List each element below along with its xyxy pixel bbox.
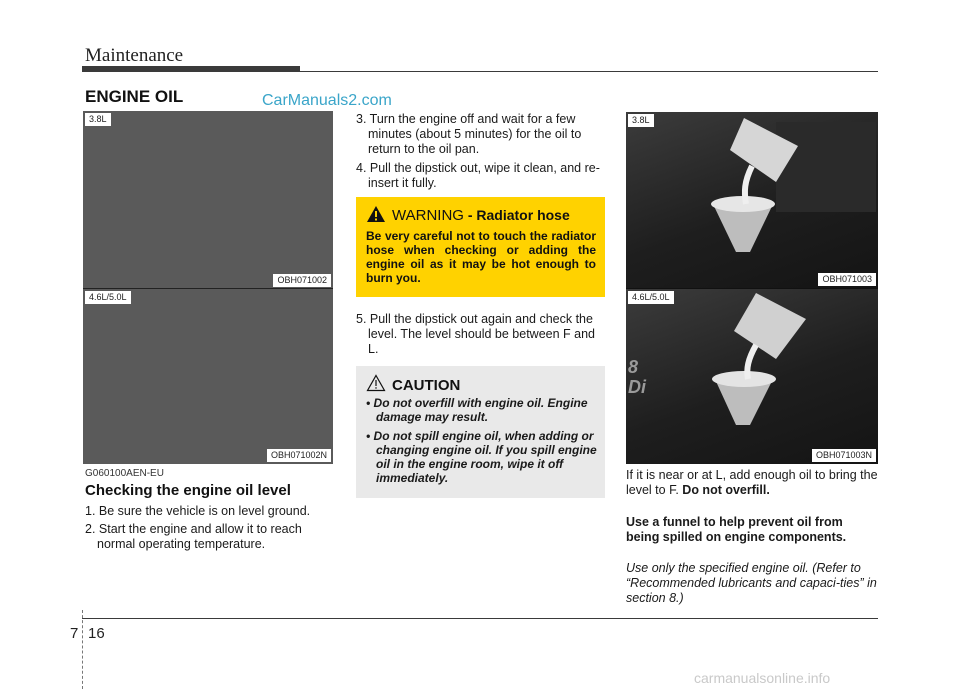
page-heading: ENGINE OIL bbox=[85, 87, 184, 106]
image-code: OBH071003 bbox=[818, 273, 876, 286]
image-code: OBH071002 bbox=[273, 274, 331, 287]
steps-left bbox=[85, 504, 335, 555]
engine-photo-3-8l bbox=[83, 111, 333, 289]
footer-watermark: carmanualsonline.info bbox=[694, 670, 831, 686]
header-bar bbox=[82, 66, 300, 72]
footer-rule bbox=[82, 618, 878, 619]
engine-variant-label: 4.6L/5.0L bbox=[85, 291, 131, 304]
caution-box bbox=[356, 366, 605, 498]
funnel-paragraph: Use a funnel to help prevent oil from being spilled on engine components. bbox=[626, 515, 847, 544]
step-item: 4. Pull the dipstick out, wipe it clean, and re-insert it fully. bbox=[356, 161, 600, 190]
engine-variant-label: 3.8L bbox=[628, 114, 654, 127]
image-code: OBH071002N bbox=[267, 449, 331, 462]
footer-divider bbox=[82, 610, 84, 689]
step-item: 2. Start the engine and allow it to reach normal operating temperature. bbox=[85, 522, 302, 551]
svg-text:8: 8 bbox=[628, 357, 639, 377]
warning-label: WARNING bbox=[392, 207, 464, 224]
engine-photo-4-6l bbox=[83, 288, 333, 464]
chapter-number: 7 bbox=[70, 625, 79, 642]
warning-body: Be very careful not to touch the radiator hose when checking or adding the engine oil as it may be hot enough to burn you. bbox=[366, 229, 596, 285]
step-item: 3. Turn the engine off and wait for a few minutes (about 5 minutes) for the oil to return to the oil pan. bbox=[356, 112, 582, 156]
page-number: 16 bbox=[88, 625, 105, 642]
steps-mid bbox=[356, 112, 606, 194]
warning-subject: - Radiator hose bbox=[467, 207, 570, 223]
funnel-illustration-icon bbox=[626, 289, 878, 464]
header-rule bbox=[300, 71, 878, 72]
no-overfill-text: Do not overfill. bbox=[682, 483, 770, 497]
caution-list bbox=[366, 396, 600, 490]
caution-item: • Do not overfill with engine oil. Engine damage may result. bbox=[366, 396, 588, 424]
warning-triangle-icon bbox=[366, 205, 386, 223]
funnel-photo-4-6l bbox=[626, 288, 878, 464]
subsection-title: Checking the engine oil level bbox=[85, 482, 291, 499]
caution-item: • Do not spill engine oil, when adding or changing engine oil. If you spill engine oil in the engine room, wipe it off immediately. bbox=[366, 429, 597, 485]
step-item: 1. Be sure the vehicle is on level ground. bbox=[85, 504, 311, 518]
section-title: Maintenance bbox=[85, 45, 184, 66]
funnel-illustration-icon bbox=[626, 112, 878, 288]
reference-code: G060100AEN-EU bbox=[85, 468, 164, 479]
warning-box bbox=[356, 197, 605, 297]
engine-variant-label: 3.8L bbox=[85, 113, 111, 126]
step-5: 5. Pull the dipstick out again and check the level. The level should be between F and L. bbox=[356, 312, 596, 356]
funnel-photo-3-8l bbox=[626, 112, 878, 288]
engine-variant-label: 4.6L/5.0L bbox=[628, 291, 674, 304]
specified-oil-paragraph: Use only the specified engine oil. (Refer to “Recommended lubricants and capaci-ties” in section 8.) bbox=[626, 561, 877, 605]
image-code: OBH071003N bbox=[812, 449, 876, 462]
svg-text:Di: Di bbox=[628, 377, 646, 397]
watermark-text: CarManuals2.com bbox=[262, 92, 392, 109]
add-oil-text: If it is near or at L, add enough oil to bring the level to F. bbox=[626, 468, 878, 497]
caution-title: CAUTION bbox=[392, 377, 461, 394]
caution-triangle-icon bbox=[366, 374, 386, 392]
add-oil-paragraph bbox=[626, 468, 878, 498]
warning-title bbox=[392, 207, 570, 224]
